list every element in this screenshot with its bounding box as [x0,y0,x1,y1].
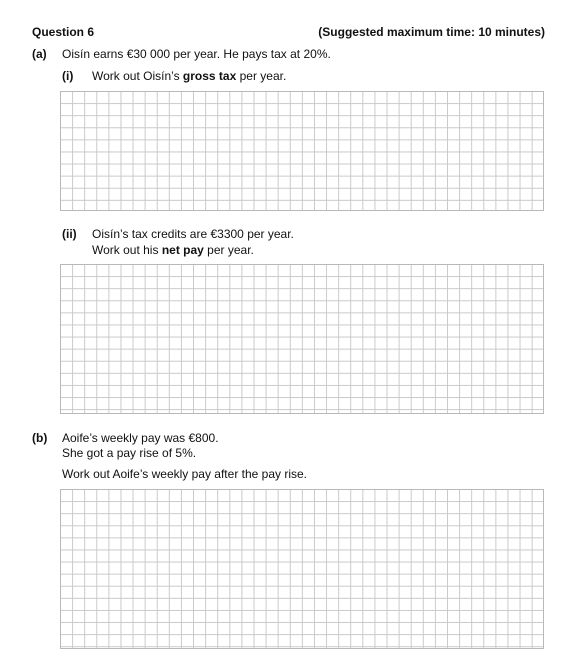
question-title: Question 6 [32,25,95,39]
part-a-i-instruction [92,69,286,83]
part-a-i-text-before: Work out Oisín’s [92,69,183,83]
part-a-i-bold-term: gross tax [182,69,237,83]
part-a-label: (a) [32,47,47,61]
answer-grid-a-ii[interactable] [60,264,544,414]
part-a-i-text-after: per year. [236,69,287,83]
suggested-time-note: (Suggested maximum time: 10 minutes) [318,25,545,39]
part-a-text: Oisín earns €30 000 per year. He pays tax at 20%. [62,47,331,61]
part-b-line2: She got a pay rise of 5%. [62,446,197,460]
part-a-ii-text-after: per year. [203,243,254,257]
part-b-line3: Work out Aoife’s weekly pay after the pay rise. [62,467,308,481]
answer-grid-b[interactable] [60,489,544,649]
part-a-ii-bold-term: net pay [161,243,204,257]
part-a-i-label: (i) [62,69,74,83]
part-a-ii-label: (ii) [62,227,77,241]
part-a-ii-instruction [92,243,254,257]
part-b-line1: Aoife’s weekly pay was €800. [62,431,219,445]
part-b-label: (b) [32,431,48,445]
answer-grid-a-i[interactable] [60,91,544,211]
part-a-ii-line1: Oisín’s tax credits are €3300 per year. [92,227,294,241]
part-a-ii-text-before: Work out his [92,243,162,257]
